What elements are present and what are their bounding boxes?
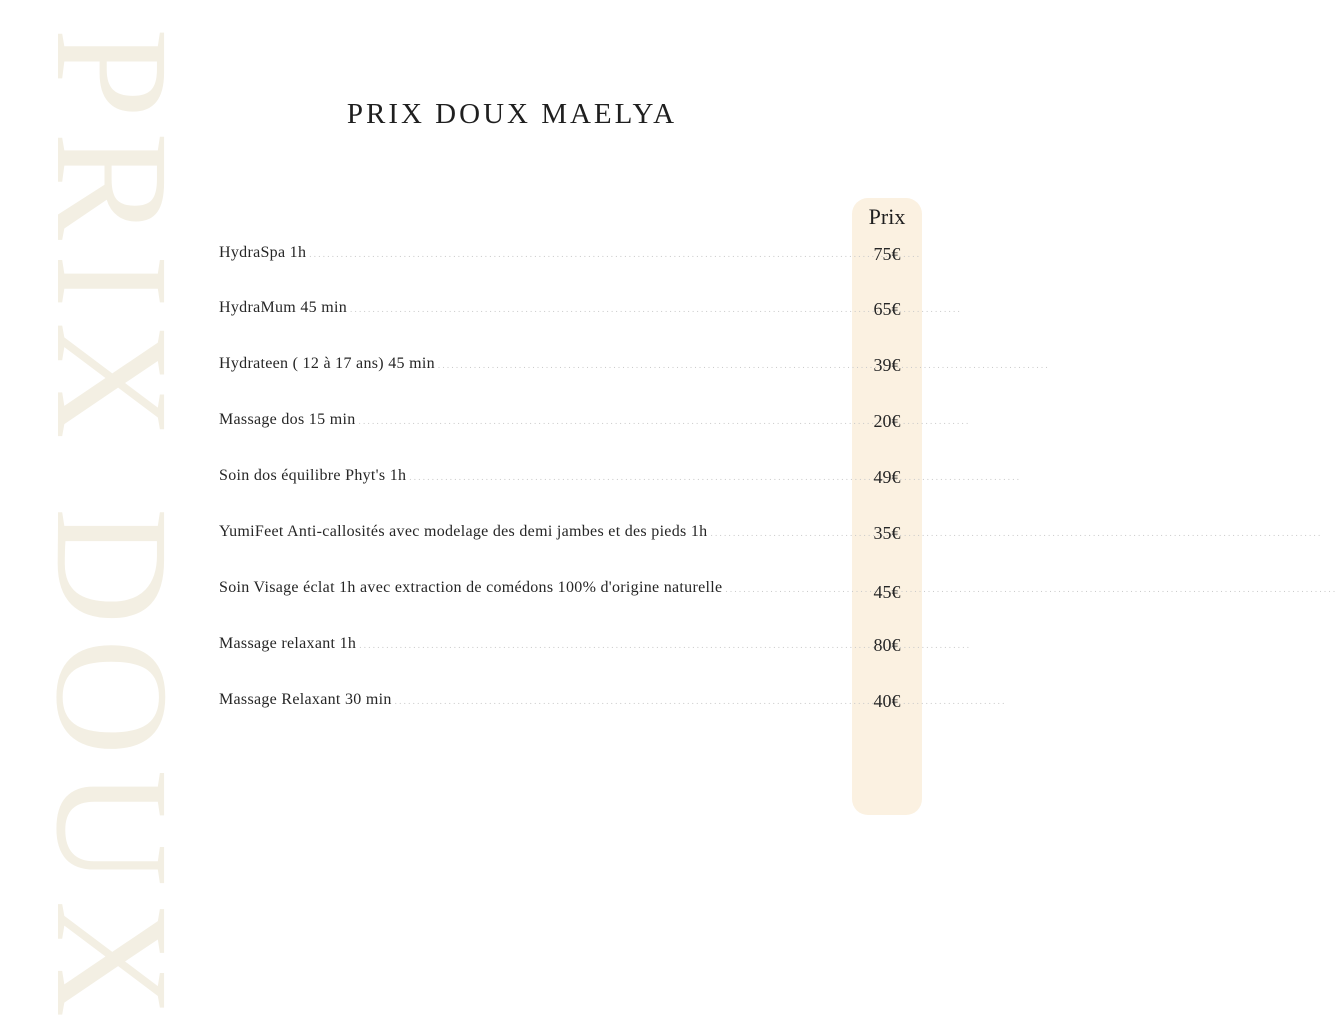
- service-price: 35€: [873, 523, 901, 543]
- service-price: 80€: [873, 635, 901, 655]
- service-price: 75€: [873, 244, 901, 264]
- service-name: Soin dos équilibre Phyt's 1h . . .: [219, 464, 834, 489]
- service-name: Massage Relaxant 30 min . . .: [219, 688, 834, 713]
- service-name: HydraMum 45 min . . .: [219, 296, 834, 321]
- service-price: 20€: [873, 411, 901, 431]
- service-name: Hydrateen ( 12 à 17 ans) 45 min . . .: [219, 352, 834, 377]
- service-name: Soin Visage éclat 1h avec extraction de comédons 100% d'origine naturelle . . .: [219, 576, 834, 601]
- service-price: 49€: [873, 467, 901, 487]
- watermark-text-container: [22, 28, 201, 1032]
- watermark-text: PRIX DOUX: [22, 28, 201, 1032]
- service-price: 65€: [873, 299, 901, 319]
- service-price: 39€: [873, 355, 901, 375]
- price-column-header: Prix: [868, 204, 906, 229]
- service-name: HydraSpa 1h . . .: [219, 241, 834, 266]
- service-price: 40€: [873, 691, 901, 711]
- price-column-background: [852, 198, 922, 815]
- page-title: PRIX DOUX MAELYA: [346, 98, 678, 130]
- service-name: YumiFeet Anti-callosités avec modelage des demi jambes et des pieds 1h . . .: [219, 520, 834, 545]
- service-price: 45€: [873, 582, 901, 602]
- service-name: Massage relaxant 1h . . .: [219, 632, 834, 657]
- service-name: Massage dos 15 min . . .: [219, 408, 834, 433]
